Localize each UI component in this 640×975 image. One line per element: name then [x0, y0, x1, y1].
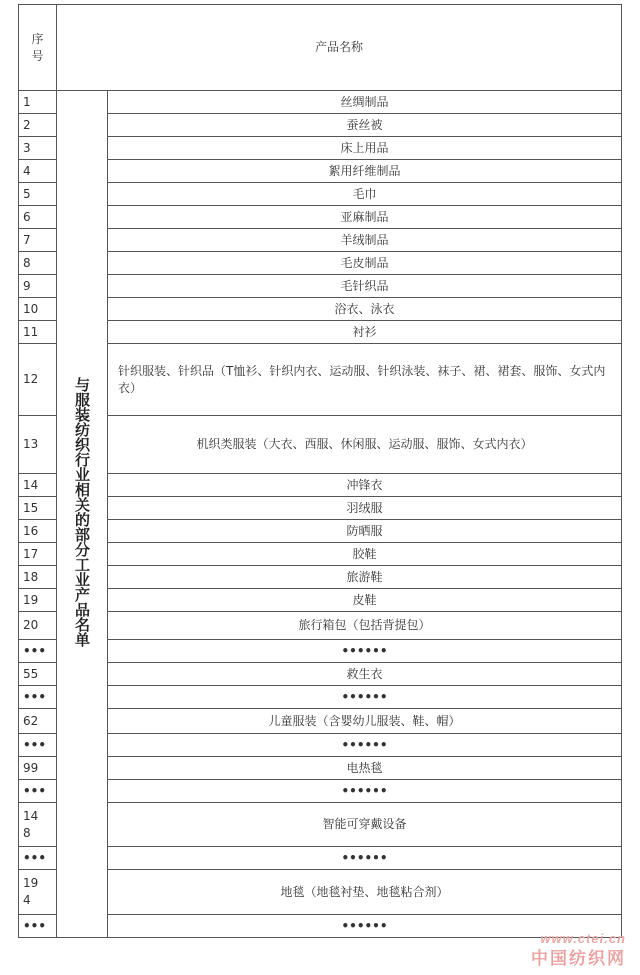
row-index [19, 847, 57, 870]
row-index-text: 1 [23, 94, 31, 109]
product-name-cell [108, 780, 622, 803]
product-name-cell [108, 709, 622, 734]
row-index-text: 99 [23, 760, 39, 775]
product-name: 旅游鞋 [346, 569, 383, 584]
table-row [19, 114, 622, 137]
row-index-text: 6 [23, 209, 31, 224]
product-name-cell [108, 870, 622, 915]
product-name-cell [108, 474, 622, 497]
table-row [19, 298, 622, 321]
row-index-text: 3 [23, 140, 31, 155]
row-index [19, 160, 57, 183]
row-index [19, 709, 57, 734]
row-index-text: 4 [23, 163, 31, 178]
product-name: 电热毯 [346, 760, 383, 775]
product-name: 智能可穿戴设备 [322, 817, 407, 831]
table-row [19, 612, 622, 640]
product-name-cell [108, 847, 622, 870]
row-index-text: 14 [23, 477, 39, 492]
product-name: 衬衫 [352, 324, 377, 339]
table-row [19, 321, 622, 344]
product-name-cell [108, 589, 622, 612]
product-name-cell [108, 275, 622, 298]
row-index-text: 13 [23, 437, 39, 451]
table-row [19, 734, 622, 757]
table-row [19, 183, 622, 206]
table-row [19, 229, 622, 252]
product-name: 救生衣 [346, 666, 383, 681]
table-row [19, 870, 622, 915]
product-name: 浴衣、泳衣 [334, 301, 395, 316]
row-index [19, 298, 57, 321]
product-name-cell [108, 497, 622, 520]
product-name: 毛针织品 [340, 278, 389, 293]
product-name-cell [108, 298, 622, 321]
product-name: •••••• [341, 918, 388, 933]
table-header-row [19, 5, 622, 91]
row-index [19, 183, 57, 206]
row-index-text: ••• [23, 689, 47, 704]
row-index [19, 543, 57, 566]
product-name: •••••• [341, 643, 388, 658]
product-name: 地毯（地毯衬垫、地毯粘合剂） [280, 884, 449, 899]
product-name: 防晒服 [346, 523, 383, 538]
product-name-cell [108, 252, 622, 275]
table-row [19, 137, 622, 160]
product-name-cell [108, 229, 622, 252]
row-index-text: 7 [23, 232, 31, 247]
product-name: 针织服装、针织品（T恤衫、针织内衣、运动服、针织泳装、袜子、裙、裙套、服饰、女式内衣） [118, 363, 606, 395]
row-index-text: 11 [23, 324, 39, 339]
product-name-cell [108, 321, 622, 344]
table-row [19, 520, 622, 543]
product-name: 儿童服装（含婴幼儿服装、鞋、帽） [268, 713, 461, 728]
table-row [19, 474, 622, 497]
table-row [19, 344, 622, 416]
row-index [19, 206, 57, 229]
product-name-cell [108, 137, 622, 160]
product-name: 蚕丝被 [346, 117, 383, 132]
watermark-url: www.ctei.cn [540, 931, 626, 946]
product-name: 羊绒制品 [340, 232, 389, 247]
row-index [19, 780, 57, 803]
table-row [19, 543, 622, 566]
row-index [19, 757, 57, 780]
row-index-text: 18 [23, 569, 39, 584]
product-name: 毛巾 [352, 186, 377, 201]
row-index-text: ••• [23, 643, 47, 658]
product-name-cell [108, 114, 622, 137]
table-row [19, 686, 622, 709]
product-name: •••••• [341, 783, 388, 798]
row-index-text: 8 [23, 255, 31, 270]
index-header-label: 序 号 [31, 31, 44, 63]
row-index [19, 344, 57, 416]
product-name: 羽绒服 [346, 500, 383, 515]
product-name: •••••• [341, 737, 388, 752]
row-index-text: ••• [23, 737, 47, 752]
product-name-cell [108, 183, 622, 206]
table-row [19, 252, 622, 275]
row-index-text: 10 [23, 301, 39, 316]
row-index-text: 5 [23, 186, 31, 201]
product-name: 皮鞋 [352, 592, 377, 607]
row-index [19, 612, 57, 640]
row-index [19, 589, 57, 612]
product-name: 床上用品 [340, 140, 389, 155]
product-name: 旅行箱包（包括背提包） [298, 618, 431, 632]
row-index-text: 62 [23, 713, 39, 728]
table-row [19, 847, 622, 870]
table-row [19, 709, 622, 734]
category-label: 与服装纺织行业相关的部分工业产品名单 [73, 376, 91, 647]
product-name-cell [108, 663, 622, 686]
table-row [19, 416, 622, 474]
row-index [19, 566, 57, 589]
table-row [19, 663, 622, 686]
row-index [19, 252, 57, 275]
row-index-text: ••• [23, 783, 47, 798]
table-row [19, 160, 622, 183]
row-index [19, 474, 57, 497]
row-index-text: 16 [23, 523, 39, 538]
table-row [19, 566, 622, 589]
row-index [19, 686, 57, 709]
row-index-text: 19 4 [23, 876, 39, 907]
product-name-header [57, 5, 622, 91]
row-index-text: 9 [23, 278, 31, 293]
table-row [19, 275, 622, 298]
product-name-cell [108, 543, 622, 566]
table-row [19, 780, 622, 803]
product-name-cell [108, 566, 622, 589]
row-index [19, 803, 57, 847]
row-index-text: ••• [23, 918, 47, 933]
row-index-text: 55 [23, 666, 39, 681]
row-index [19, 915, 57, 938]
row-index [19, 640, 57, 663]
row-index [19, 734, 57, 757]
row-index-text: 15 [23, 500, 39, 515]
row-index [19, 497, 57, 520]
product-name: •••••• [341, 689, 388, 704]
row-index [19, 91, 57, 114]
product-name-cell [108, 344, 622, 416]
row-index-text: 20 [23, 618, 39, 632]
product-name-cell [108, 160, 622, 183]
product-name: 丝绸制品 [340, 94, 389, 109]
category-cell [57, 91, 108, 938]
table-row [19, 206, 622, 229]
row-index [19, 416, 57, 474]
table-row [19, 589, 622, 612]
row-index [19, 520, 57, 543]
row-index [19, 114, 57, 137]
row-index [19, 275, 57, 298]
product-name: 毛皮制品 [340, 255, 389, 270]
row-index [19, 321, 57, 344]
product-name-cell [108, 803, 622, 847]
product-name: 絮用纤维制品 [328, 163, 401, 178]
product-name-cell [108, 686, 622, 709]
table-row [19, 497, 622, 520]
product-name-cell [108, 757, 622, 780]
watermark-name: 中国纺织网 [531, 949, 626, 968]
table-row [19, 757, 622, 780]
row-index-text: 17 [23, 546, 39, 561]
table-row [19, 803, 622, 847]
row-index-text: ••• [23, 850, 47, 865]
product-name-cell [108, 206, 622, 229]
product-name-header-label: 产品名称 [315, 40, 364, 54]
product-name: 机织类服装（大衣、西服、休闲服、运动服、服饰、女式内衣） [196, 437, 533, 451]
row-index-text: 14 8 [23, 808, 39, 840]
product-name-cell [108, 520, 622, 543]
product-name: 冲锋衣 [346, 477, 383, 492]
product-name-cell [108, 416, 622, 474]
row-index [19, 229, 57, 252]
product-list-table [18, 4, 622, 938]
product-name-cell [108, 640, 622, 663]
row-index [19, 870, 57, 915]
table-row [19, 91, 622, 114]
row-index-text: 12 [23, 372, 39, 386]
product-name: 胶鞋 [352, 546, 377, 561]
product-name: •••••• [341, 850, 388, 865]
table-row [19, 640, 622, 663]
product-name-cell [108, 91, 622, 114]
watermark [531, 931, 626, 969]
product-name-cell [108, 612, 622, 640]
row-index [19, 663, 57, 686]
product-name-cell [108, 734, 622, 757]
index-header [19, 5, 57, 91]
product-name: 亚麻制品 [340, 209, 389, 224]
row-index-text: 19 [23, 592, 39, 607]
row-index [19, 137, 57, 160]
row-index-text: 2 [23, 117, 31, 132]
